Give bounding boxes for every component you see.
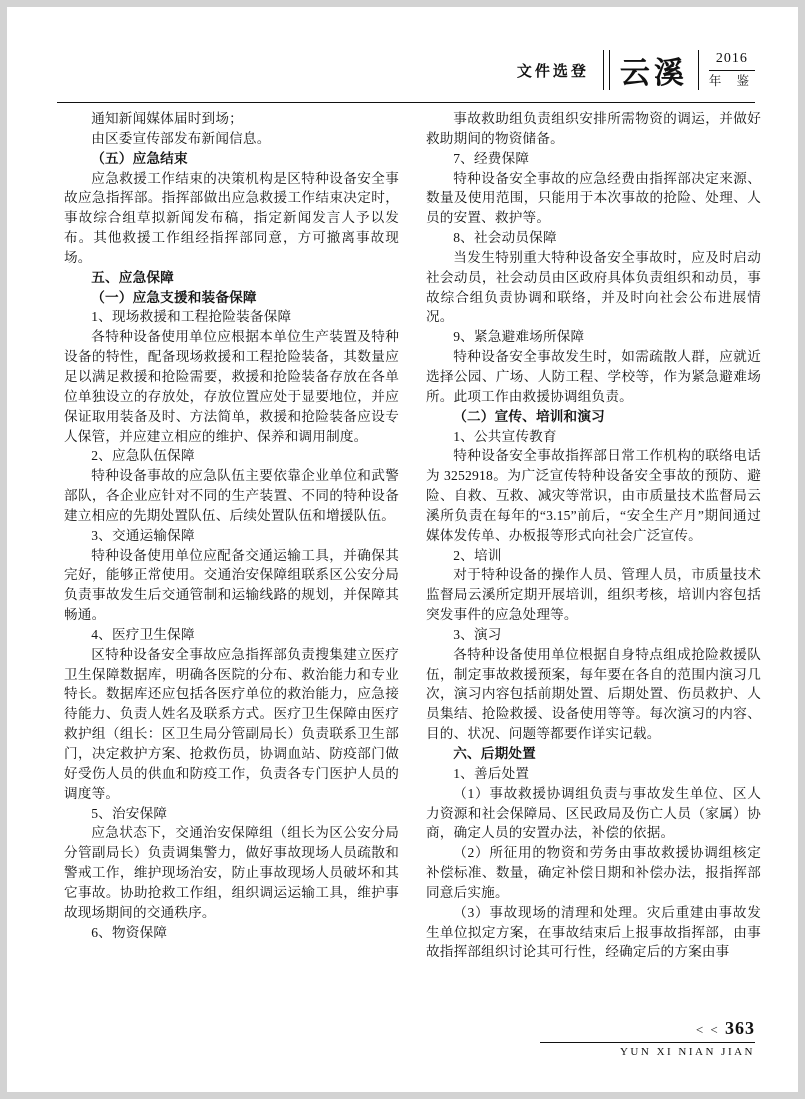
paragraph: 1、公共宣传教育 xyxy=(453,428,557,444)
paragraph: 应急状态下，交通治安保障组（组长为区公安分局分管副局长）负责调集警力，做好事故现场人员疏散和警戒工作，维护现场治安，防止事故现场人员破坏和其它事故。协助抢救工作组，组织调运运输工具，维护事故现场期间的交通秩序。 xyxy=(64,825,399,920)
page-footer xyxy=(540,1018,755,1058)
paragraph: 五、应急保障 xyxy=(91,269,174,285)
single-rule-divider xyxy=(698,50,699,90)
paragraph: 各特种设备使用单位应根据本单位生产装置及特种设备的特性，配备现场救援和工程抢险装备，其数量应足以满足救援和抢险需要，救援和抢险装备存放在各单位单独设立的存放处，存放位置应处于显要地位，并应保证取用装备及时、方法简单，救援和抢险装备应设专人保管，并应建立相应的维护、保养和调用制度。 xyxy=(64,329,399,444)
paragraph: 7、经费保障 xyxy=(453,150,530,166)
paragraph: 3、交通运输保障 xyxy=(91,527,195,543)
paragraph: 对于特种设备的操作人员、管理人员，市质量技术监督局云溪所定期开展培训，组织考核，培训内容包括突发事件的应急处理等。 xyxy=(426,567,761,623)
left-column xyxy=(64,109,399,962)
text-columns xyxy=(64,109,762,962)
paragraph: 1、善后处置 xyxy=(453,765,530,781)
page-header xyxy=(517,47,755,93)
yearbook-brand: 云溪 xyxy=(619,57,688,90)
paragraph: （五）应急结束 xyxy=(91,150,188,166)
paragraph: 特种设备安全事故的应急经费由指挥部决定来源、数量及使用范围，只能用于本次事故的抢险、处理、人员的安置、救护等。 xyxy=(426,170,761,226)
paragraph: （3）事故现场的清理和处理。灾后重建由事故发生单位拟定方案，在事故结束后上报事故指挥部，由事故指挥部组织讨论其可行性，经确定后的方案由事 xyxy=(426,904,761,960)
page-arrows: < < xyxy=(695,1022,720,1037)
paragraph: （2）所征用的物资和劳务由事故救援协调组核定补偿标准、数量，确定补偿日期和补偿办法，报指挥部同意后实施。 xyxy=(426,845,761,900)
paragraph: 六、后期处置 xyxy=(453,746,536,761)
page-number-line xyxy=(540,1018,755,1039)
paragraph: 2、培训 xyxy=(453,547,502,563)
paragraph: 各特种设备使用单位根据自身特点组成抢险救援队伍，制定事故救援预案，每年要在各自的范围内演习几次，演习内容包括前期处置、后期处置、伤员救护、人员集结、抢险救援、设备使用等等。每次演习的内容、目的、状况、问题等都要作详实记载。 xyxy=(426,646,761,742)
paragraph: 8、社会动员保障 xyxy=(453,230,557,246)
year-label: 年 鉴 xyxy=(708,73,755,88)
paragraph: 由区委宣传部发布新闻信息。 xyxy=(91,130,271,146)
paragraph: 通知新闻媒体届时到场； xyxy=(91,111,243,126)
paragraph: 9、紧急避难场所保障 xyxy=(453,329,585,345)
paragraph: （一）应急支援和装备保障 xyxy=(91,289,257,305)
paragraph: 应急救援工作结束的决策机构是区特种设备安全事故应急指挥部。指挥部做出应急救援工作结束决定时，事故综合组草拟新闻发布稿，指定新闻发言人予以发布。其他救援工作组经指挥部同意，方可撤离事故现场。 xyxy=(64,170,399,265)
year-block xyxy=(709,50,755,89)
paragraph: 5、治安保障 xyxy=(91,805,168,821)
paragraph: 3、演习 xyxy=(453,626,502,642)
double-rule-divider xyxy=(603,50,610,90)
page-sheet xyxy=(7,7,798,1092)
header-rule xyxy=(57,102,755,103)
paragraph: 6、物资保障 xyxy=(91,924,168,940)
paragraph: 4、医疗卫生保障 xyxy=(91,626,195,642)
right-column xyxy=(426,109,761,962)
section-title: 文件选登 xyxy=(516,62,589,80)
paragraph: 区特种设备安全事故应急指挥部负责搜集建立医疗卫生保障数据库，明确各医院的分布、救治能力和专业特长。数据库还应包括各医疗单位的救治能力，应急接待能力、负责人姓名及联系方式。医疗卫生保障由医疗救护组（组长：区卫生局分管副局长）负责联系卫生部门，决定救护方案、抢救伤员，协调血站、防疫部门做好受伤人员的供血和防疫工作，负责各专门医护人员的调度等。 xyxy=(64,646,399,801)
journal-name: YUN XI NIAN JIAN xyxy=(619,1046,755,1058)
paragraph: （1）事故救援协调组负责与事故发生单位、区人力资源和社会保障局、区民政局及伤亡人员（家属）协商，确定人员的安置办法，补偿的依据。 xyxy=(426,785,761,841)
paragraph: 特种设备安全事故发生时，如需疏散人群，应就近选择公园、广场、人防工程、学校等，作为紧急避难场所。此项工作由救援协调组负责。 xyxy=(426,349,761,404)
paragraph: 当发生特别重大特种设备安全事故时，应及时启动社会动员，社会动员由区政府具体负责组织和动员，事故综合组负责协调和联络，并及时向社会公布进展情况。 xyxy=(426,249,761,325)
paragraph: 1、现场救援和工程抢险装备保障 xyxy=(91,309,292,325)
paragraph: 特种设备使用单位应配备交通运输工具，并确保其完好，能够正常使用。交通治安保障组联系区公安分局负责事故发生后交通管制和运输线路的规划，并保障其畅通。 xyxy=(64,547,399,623)
page-number: 363 xyxy=(725,1018,755,1038)
paragraph: 特种设备安全事故指挥部日常工作机构的联络电话为 3252918。为广泛宣传特种设备安全事故的预防、避险、自救、互救、减灾等常识，由市质量技术监督局云溪所负责在每年的“3.15”前后，“安全生产月”期间通过媒体发传单、办板报等形式向社会广泛宣传。 xyxy=(426,448,761,543)
paragraph: 2、应急队伍保障 xyxy=(91,448,195,464)
paragraph: 事故救助组负责组织安排所需物资的调运，并做好救助期间的物资储备。 xyxy=(426,111,761,146)
paragraph: 特种设备事故的应急队伍主要依靠企业单位和武警部队，各企业应针对不同的生产装置、不同的特种设备建立相应的先期处置队伍、后续处置队伍和增援队伍。 xyxy=(64,468,399,523)
year-text: 2016 xyxy=(709,50,755,71)
paragraph: （二）宣传、培训和演习 xyxy=(453,408,605,424)
footer-rule xyxy=(540,1042,755,1043)
